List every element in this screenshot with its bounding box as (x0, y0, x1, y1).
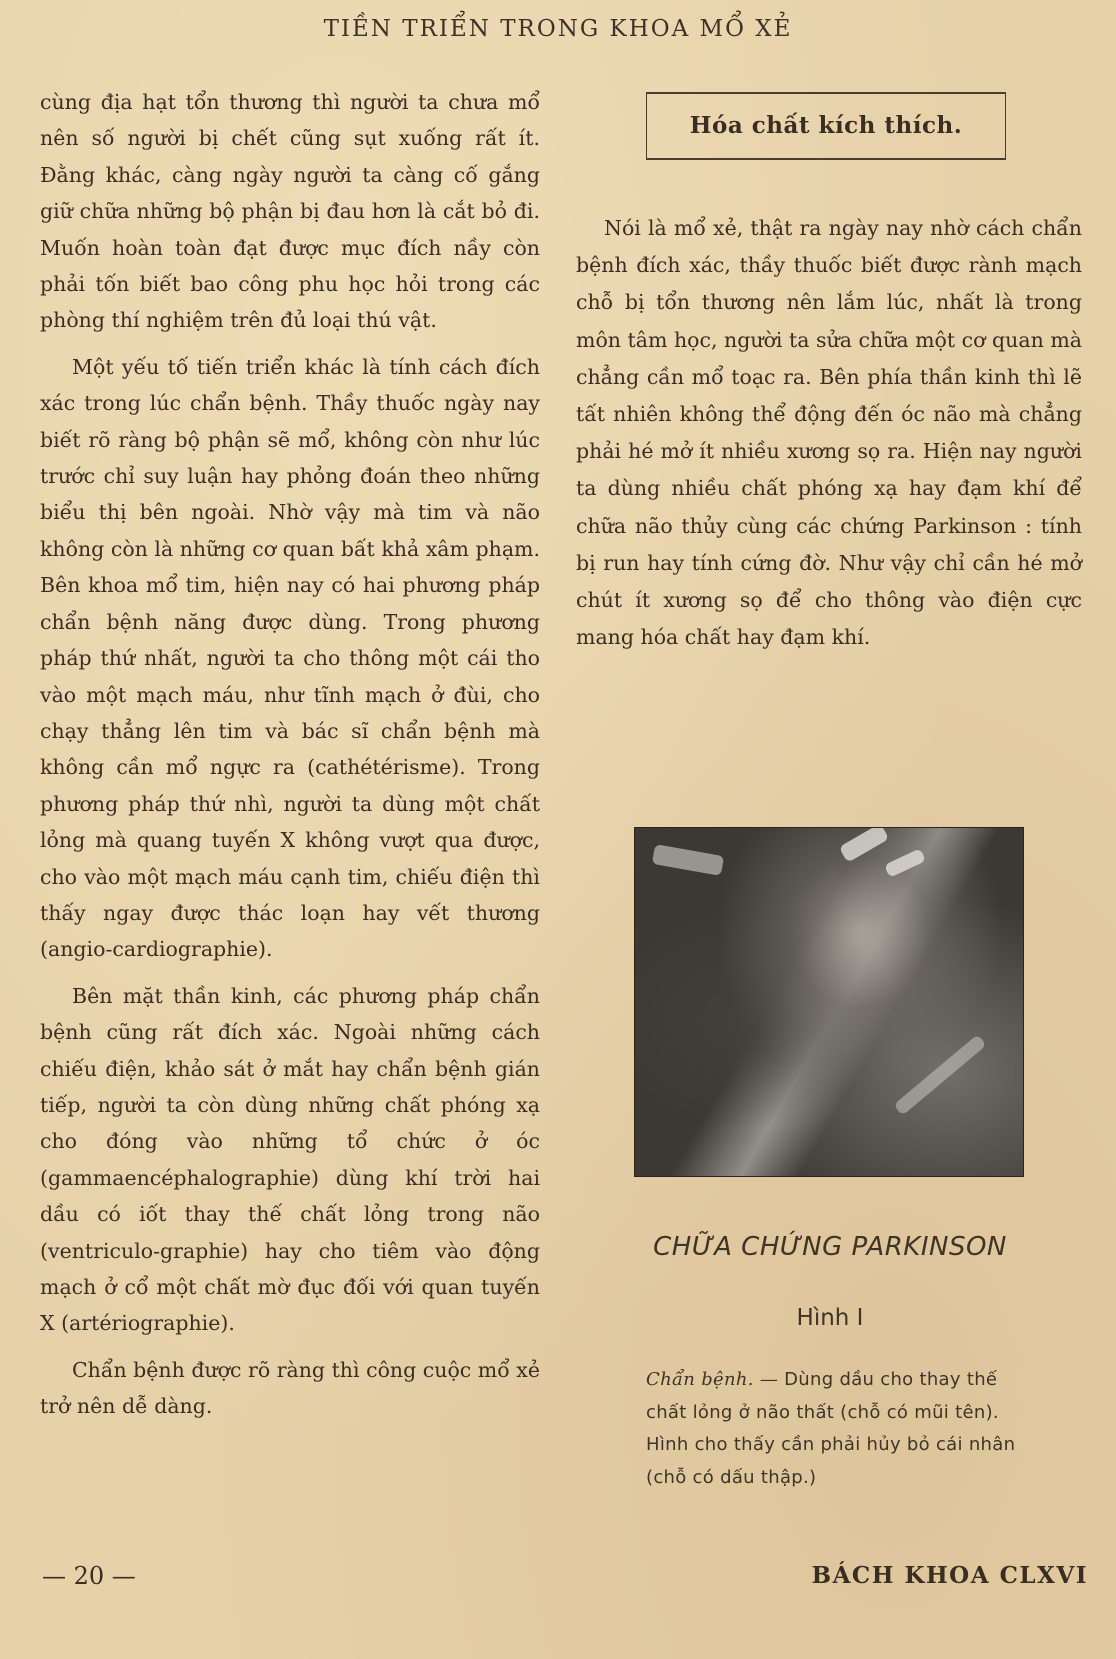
running-head: TIỀN TRIỂN TRONG KHOA MỔ XẺ (323, 16, 793, 42)
photo-highlight (839, 827, 890, 863)
right-column (576, 92, 1082, 656)
figure-title: CHỮA CHỨNG PARKINSON (653, 1232, 1007, 1262)
paragraph: Nói là mổ xẻ, thật ra ngày nay nhờ cách chẩn bệnh đích xác, thầy thuốc biết được rành mạch chỗ bị tổn thương nên lắm lúc, nhất là trong môn tâm học, người ta sửa chữa một cơ quan mà chẳng cần mổ toạc ra. Bên phía thần kinh thì lẽ tất nhiên không thể động đến óc não mà chẳng phải hé mở ít nhiều xương sọ ra. Hiện nay người ta dùng nhiều chất phóng xạ hay đạm khí để chữa não thủy cùng các chứng Parkinson : tính bị run hay tính cứng đờ. Như vậy chỉ cần hé mở chút ít xương sọ để cho thông vào điện cực mang hóa chất hay đạm khí. (576, 216, 1082, 650)
figure-label: Hình I (796, 1305, 864, 1331)
paragraph: Chẩn bệnh được rõ ràng thì công cuộc mổ xẻ trở nên dễ dàng. (40, 1357, 540, 1419)
caption-lead: Chẩn bệnh. — (646, 1369, 779, 1390)
photo-highlight (652, 844, 724, 876)
page-number: — 20 — (42, 1562, 136, 1590)
figure-caption (646, 1364, 1032, 1494)
right-column-text (576, 210, 1082, 656)
caption-body: Dùng dầu cho thay thế chất lỏng ở não thất (chỗ có mũi tên). Hình cho thấy cần phải hủy bỏ cái nhân (chỗ có dấu thập.) (646, 1369, 1016, 1488)
xray-photo (634, 827, 1024, 1177)
paragraph: Một yếu tố tiến triển khác là tính cách đích xác trong lúc chẩn bệnh. Thầy thuốc ngày nay biết rõ ràng bộ phận sẽ mổ, không còn như lúc trước chỉ suy luận hay phỏng đoán theo những biểu thị bên ngoài. Nhờ vậy mà tim và não không còn là những cơ quan bất khả xâm phạm. Bên khoa mổ tim, hiện nay có hai phương pháp chẩn bệnh năng được dùng. Trong phương pháp thứ nhất, người ta cho thông một cái tho vào một mạch máu, như tĩnh mạch ở đùi, cho chạy thẳng lên tim và bác sĩ chẩn bệnh mà không cần mổ ngực ra (cathétérisme). Trong phương pháp thứ nhì, người ta dùng một chất lỏng mà quang tuyến X không vượt qua được, cho vào một mạch máu cạnh tim, chiếu điện thì thấy ngay được thác loạn hay vết thương (angio-cardiographie). (40, 354, 540, 962)
section-heading-box (646, 92, 1006, 160)
section-heading: Hóa chất kích thích. (689, 112, 963, 139)
photo-highlight (884, 848, 926, 878)
left-column (40, 84, 540, 1435)
paragraph: Bên mặt thần kinh, các phương pháp chẩn bệnh cũng rất đích xác. Ngoài những cách chiếu điện, khảo sát ở mắt hay chẩn bệnh gián tiếp, người ta còn dùng những chất phóng xạ cho đóng vào những tổ chức ở óc (gammaencéphalographie) dùng khí trời hai dầu có iốt thay thế chất lỏng trong não (ventriculo-graphie) hay cho tiêm vào động mạch ở cổ một chất mờ đục đối với quan tuyến X (artériographie). (40, 983, 540, 1336)
journal-name: BÁCH KHOA CLXVI (811, 1562, 1088, 1589)
paragraph: cùng địa hạt tổn thương thì người ta chưa mổ nên số người bị chết cũng sụt xuống rất ít. Đằng khác, càng ngày người ta càng cố gắng giữ chữa những bộ phận bị đau hơn là cắt bỏ đi. Muốn hoàn toàn đạt được mục đích nầy còn phải tốn biết bao công phu học hỏi trong các phòng thí nghiệm trên đủ loại thú vật. (40, 90, 540, 333)
photo-highlight (893, 1034, 986, 1115)
